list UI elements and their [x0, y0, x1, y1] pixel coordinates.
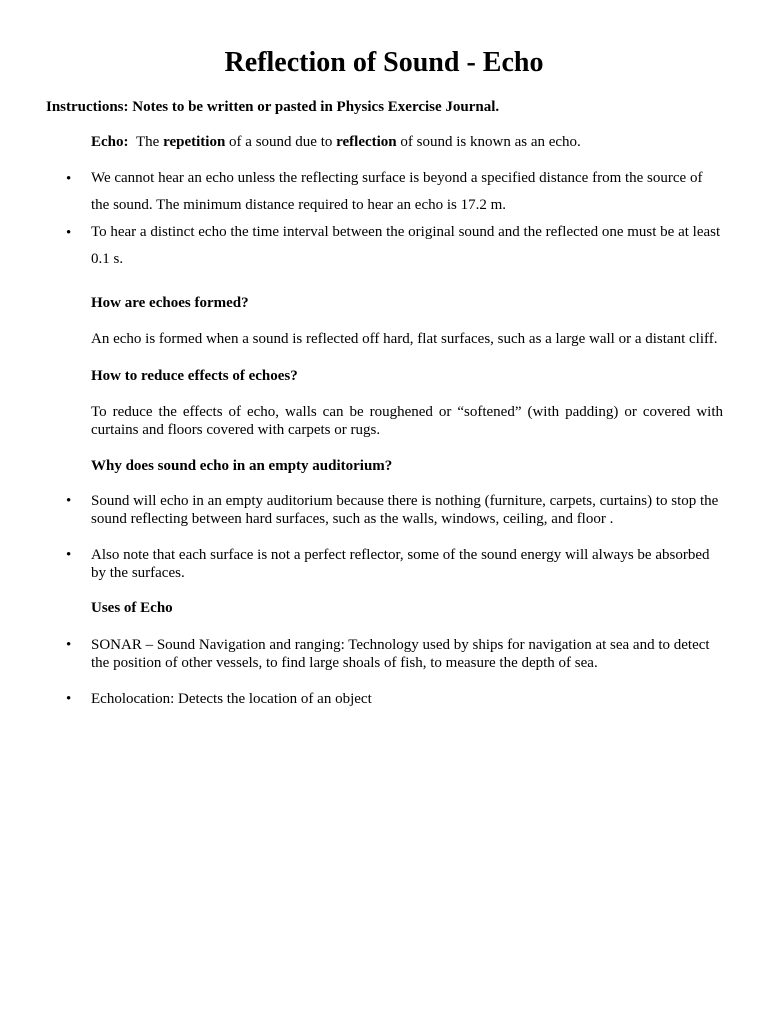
bullet-marker: •: [66, 547, 72, 563]
section-heading-reduce: How to reduce effects of echoes?: [91, 368, 298, 384]
bullet-marker: •: [66, 171, 72, 187]
definition-text-2: of a sound due to: [225, 134, 337, 150]
list-item: To hear a distinct echo the time interval between the original sound and the reflected one must be at least 0.1 s.: [91, 224, 721, 267]
bullet-marker: •: [66, 225, 72, 241]
bullet-marker: •: [66, 493, 72, 509]
section-text-reduce: To reduce the effects of echo, walls can be roughened or “softened” (with padding) or covered with curtains and floors covered with carpets or rugs.: [91, 404, 723, 438]
definition-bold-reflection: reflection: [336, 134, 397, 150]
list-item: SONAR – Sound Navigation and ranging: Technology used by ships for navigation at sea and to detect the position of other vessels, to find large shoals of fish, to measure the depth of sea.: [91, 637, 710, 671]
definition-text-1: The: [136, 134, 164, 150]
bullet-marker: •: [66, 691, 72, 707]
definition-text-3: of sound is known as an echo.: [396, 134, 581, 150]
bullet-marker: •: [66, 637, 72, 653]
instructions-line: Instructions: Notes to be written or pasted in Physics Exercise Journal.: [46, 99, 500, 115]
list-item: Also note that each surface is not a perfect reflector, some of the sound energy will always be absorbed by the surfaces.: [91, 547, 710, 581]
definition-bold-repetition: repetition: [163, 134, 226, 150]
section-heading-uses: Uses of Echo: [91, 600, 173, 616]
list-item: Sound will echo in an empty auditorium because there is nothing (furniture, carpets, curtains) to stop the sound reflecting between hard surfaces, such as the walls, windows, ceiling, and floor .: [91, 493, 719, 527]
section-heading-formed: How are echoes formed?: [91, 295, 249, 311]
list-item: Echolocation: Detects the location of an object: [91, 691, 372, 707]
section-text-formed: An echo is formed when a sound is reflected off hard, flat surfaces, such as a large wall or a distant cliff.: [91, 331, 718, 347]
list-item: We cannot hear an echo unless the reflecting surface is beyond a specified distance from the source of the sound. The minimum distance required to hear an echo is 17.2 m.: [91, 170, 703, 213]
definition-term: Echo:: [91, 134, 129, 150]
section-heading-auditorium: Why does sound echo in an empty auditorium?: [91, 458, 393, 474]
page-title: Reflection of Sound - Echo: [224, 47, 544, 78]
echo-definition: [91, 133, 723, 152]
